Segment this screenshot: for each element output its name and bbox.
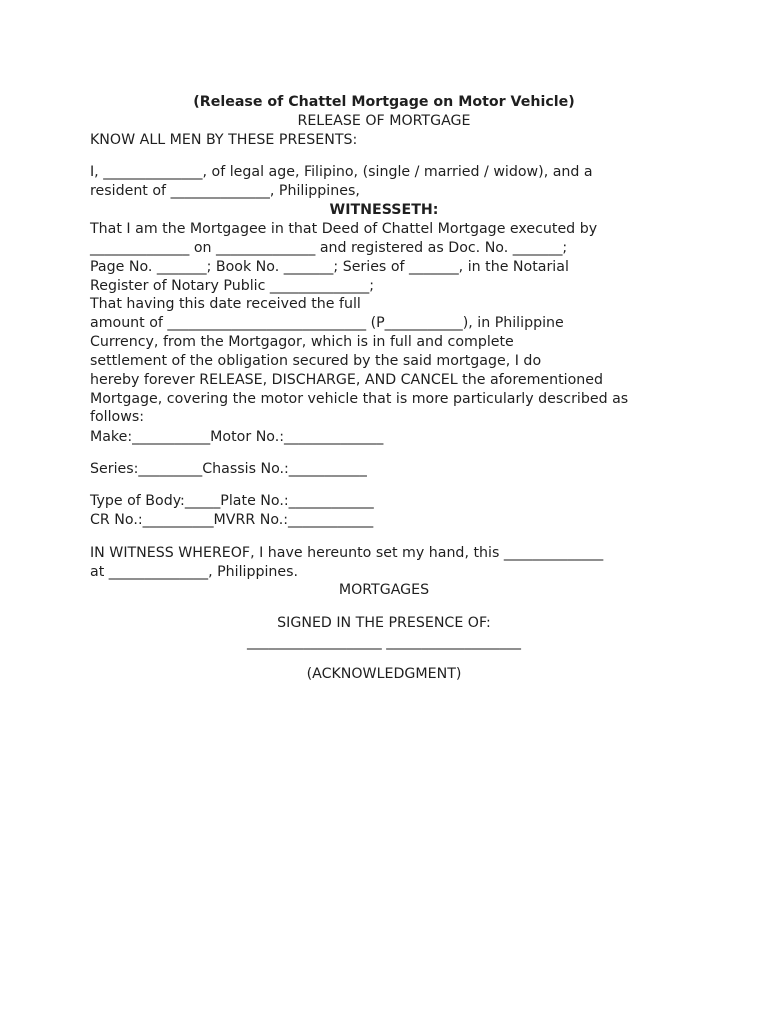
vehicle-field-line: Series:_________Chassis No.:___________: [90, 461, 367, 477]
signature-lines: ___________________ ___________________: [246, 634, 522, 650]
witnesseth-heading: WITNESSETH:: [329, 202, 439, 218]
vehicle-field-line: CR No.:__________MVRR No.:____________: [90, 512, 374, 528]
body-line: ______________ on ______________ and registered as Doc. No. _______;: [90, 240, 568, 256]
mortgagee-label: MORTGAGES: [338, 582, 430, 598]
body-line: That I am the Mortgagee in that Deed of Chattel Mortgage executed by: [90, 221, 598, 237]
body-line: Register of Notary Public ______________;: [90, 278, 374, 294]
body-line: Mortgage, covering the motor vehicle that is more particularly described as: [90, 391, 629, 407]
body-line: follows:: [90, 409, 145, 425]
vehicle-field-line: Type of Body:_____Plate No.:____________: [90, 493, 374, 509]
document-title: (Release of Chattel Mortgage on Motor Vehicle): [193, 94, 575, 110]
body-line: That having this date received the full: [90, 296, 361, 312]
greeting-line: KNOW ALL MEN BY THESE PRESENTS:: [90, 132, 358, 148]
witness-clause-line: at ______________, Philippines.: [90, 564, 299, 580]
document-subtitle: RELEASE OF MORTGAGE: [297, 113, 471, 129]
intro-line: I, ______________, of legal age, Filipino, (single / married / widow), and a: [90, 164, 593, 180]
intro-line: resident of ______________, Philippines,: [90, 183, 360, 199]
vehicle-field-line: Make:___________Motor No.:______________: [90, 429, 384, 445]
body-line: Currency, from the Mortgagor, which is in full and complete: [90, 334, 514, 350]
acknowledgment-label: (ACKNOWLEDGMENT): [306, 666, 462, 682]
body-line: amount of ____________________________ (P___________), in Philippine: [90, 315, 564, 331]
witness-clause-line: IN WITNESS WHEREOF, I have hereunto set my hand, this ______________: [90, 545, 604, 561]
body-line: Page No. _______; Book No. _______; Series of _______, in the Notarial: [90, 259, 569, 275]
body-line: settlement of the obligation secured by the said mortgage, I do: [90, 353, 542, 369]
signed-presence-label: SIGNED IN THE PRESENCE OF:: [277, 615, 491, 631]
body-line: hereby forever RELEASE, DISCHARGE, AND CANCEL the aforementioned: [90, 372, 604, 388]
